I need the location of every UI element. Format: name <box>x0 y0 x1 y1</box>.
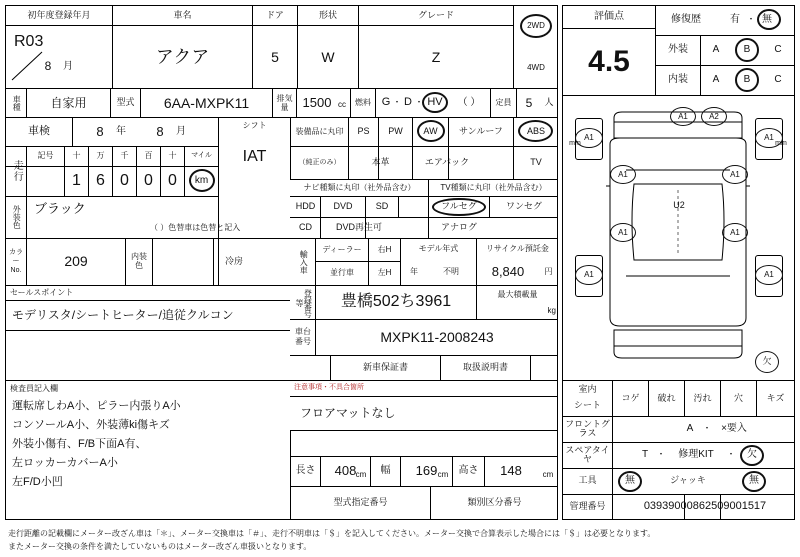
door-label: ドア <box>266 9 284 20</box>
reg-date-label: 初年度登録年月 <box>27 9 91 20</box>
spare-kit: 修理KIT <box>678 448 714 460</box>
mark-a2-hood-right-circle <box>701 107 727 126</box>
int-color-label-2: 色 <box>135 260 143 270</box>
new-warranty-label: 新車保証書 <box>362 362 408 373</box>
reg-month-unit: 月 <box>63 60 73 72</box>
mark-a1-hood-left-circle <box>670 107 696 126</box>
mileage-unit-0: 十 <box>72 150 81 160</box>
mark-a1-fr: A1 <box>764 132 774 142</box>
mileage-mile-label: マイル <box>191 152 212 160</box>
fuel-d: D <box>404 96 412 109</box>
sales-point-value: モデリスタ/シートヒーター/追従クルコン <box>12 308 234 323</box>
fuel-hv: HV <box>427 96 443 109</box>
model-year-unit: 年 <box>410 266 418 276</box>
mark-a1-lower-right: A1 <box>730 227 740 237</box>
int-color-label-1: 内装 <box>131 252 147 262</box>
grade-value: Z <box>431 48 441 65</box>
fuel-dot2: ・ <box>414 97 424 108</box>
mark-a1-rr-circle <box>755 265 783 285</box>
inspector-note-line-0: 運転席しわA小、ピラー内張りA小 <box>12 400 181 413</box>
repair-yes: 有 <box>730 13 740 25</box>
equipment-label-text: 装備品に丸印 <box>295 126 344 136</box>
mark-a1-hood-left: A1 <box>678 111 688 121</box>
reg-year-value: R03 <box>14 32 44 50</box>
mileage-unit-3: 百 <box>144 150 153 160</box>
equip-airbag: エアバック <box>424 156 470 167</box>
ext-color-value: ブラック <box>34 201 86 217</box>
front-glass-a: A <box>686 422 694 434</box>
displacement-label <box>273 90 296 116</box>
displacement-unit: cc <box>338 99 346 109</box>
mark-missing-bottom: 欠 <box>762 356 772 367</box>
interior-b-circle <box>735 68 759 92</box>
capacity-label: 定員 <box>495 97 512 107</box>
jack-value: 無 <box>749 474 759 486</box>
mark-a1-side-left: A1 <box>618 169 628 179</box>
interior-col-ana: 穴 <box>733 392 743 403</box>
color-no-label-1: カラー <box>9 248 23 265</box>
color-no-value: 209 <box>64 253 88 270</box>
mark-a1-fr-circle <box>755 128 783 148</box>
spare-dot2: ・ <box>726 449 736 460</box>
mileage-digit-1: 6 <box>96 171 105 189</box>
max-load-unit: kg <box>547 305 556 315</box>
int-color-label <box>126 239 152 284</box>
drive-2wd-circle <box>520 14 552 38</box>
spare-t: T <box>641 448 649 460</box>
inspector-note-line-4: 左F/D小凹 <box>12 476 63 489</box>
mark-a1-rl: A1 <box>584 269 594 279</box>
recycle-value: 8,840 <box>491 264 525 280</box>
mark-a1-side-right: A1 <box>730 169 740 179</box>
door-value: 5 <box>271 48 279 65</box>
equip-aw-circle <box>417 120 445 142</box>
height-unit: cm <box>542 469 554 479</box>
color-change-note: （ ）色替車は色替と記入 <box>150 223 241 233</box>
interior-panel-title2: シート <box>573 400 601 411</box>
car-name-value: アクア <box>155 46 210 67</box>
front-glass-dot: ・ <box>702 423 712 434</box>
manual-label: 取扱説明書 <box>462 362 508 373</box>
exterior-a: A <box>712 43 720 55</box>
equip-pw: PW <box>388 125 403 136</box>
vehicle-type-label: 車種 <box>12 95 22 111</box>
fuel-label: 燃料 <box>355 97 371 107</box>
recycle-unit: 円 <box>544 266 553 276</box>
repair-no-circle <box>757 9 781 30</box>
width-unit: cm <box>437 469 449 479</box>
mgmt-no-label: 管理番号 <box>569 501 606 512</box>
import-rh: 右H <box>377 244 392 254</box>
front-glass-x: ×要入 <box>721 422 747 434</box>
interior-col-kizu: キズ <box>766 392 785 403</box>
mileage-unit-1: 万 <box>96 150 105 160</box>
interior-panel-title1: 室内 <box>578 384 597 395</box>
navi-dvd: DVD <box>333 201 353 212</box>
reg-slash <box>6 26 112 88</box>
chassis-value: MXPK11-2008243 <box>380 328 494 345</box>
grade-label: グレード <box>417 9 454 20</box>
repair-sep: ・ <box>746 14 756 25</box>
equip-abs-circle <box>518 120 553 142</box>
model-value: 6AA-MXPK11 <box>163 94 250 111</box>
max-load-label: 最大積載量 <box>497 289 538 299</box>
chassis-label-1: 車台 <box>295 327 311 337</box>
recycle-label: リサイクル預託金 <box>486 243 549 253</box>
spare-tire-label: スペアタイヤ <box>565 444 610 464</box>
equip-abs: ABS <box>526 125 545 136</box>
model-year-unknown: 不明 <box>443 266 459 276</box>
repair-history-label: 修復歴 <box>671 13 701 25</box>
interior-col-yogore: 汚れ <box>693 392 712 403</box>
footer-note-line-2: またメーター交換の条件を満たしていないものはメーター改ざん車扱いとなります。 <box>8 542 312 551</box>
equip-sunroof: サンルーフ <box>459 125 503 136</box>
length-unit: cm <box>355 469 367 479</box>
drive-2wd-label: 2WD <box>527 20 545 30</box>
spare-dot: ・ <box>656 449 666 460</box>
interior-col-koge: コゲ <box>621 392 640 403</box>
tool-label: 工具 <box>578 475 597 486</box>
height-value: 148 <box>500 463 522 479</box>
front-glass-label: フロントグラス <box>565 418 610 438</box>
mark-u2-center: U2 <box>673 200 685 211</box>
model-year-label: モデル年式 <box>418 243 459 253</box>
navi-cd: CD <box>299 222 312 233</box>
model-label: 型式 <box>116 97 135 108</box>
diagram-mm-left: mm <box>569 140 581 148</box>
mileage-label: 走行 <box>11 160 23 182</box>
mileage-digit-2: 0 <box>120 171 129 189</box>
mark-a1-side-right-circle <box>722 165 748 184</box>
mark-a1-fl: A1 <box>584 132 594 142</box>
equip-aw: AW <box>423 125 438 136</box>
chassis-label <box>291 320 315 354</box>
chassis-label-2: 番号 <box>295 337 311 346</box>
sales-point-label: セールスポイント <box>10 287 74 297</box>
mark-a2-hood-right: A2 <box>709 111 719 121</box>
rating-score-value: 4.5 <box>588 45 630 79</box>
class-code-label: 類別区分番号 <box>467 497 522 508</box>
ext-color-label: 外装色 <box>12 205 22 229</box>
fuel-paren: （ ） <box>457 96 481 108</box>
mark-a1-rr: A1 <box>764 269 774 279</box>
tv-label: TV種類に丸印（社外品含む） <box>440 182 547 192</box>
mileage-digit-3: 0 <box>144 171 153 189</box>
inspector-notes-label: 検査員記入欄 <box>10 383 58 393</box>
color-no-label <box>6 239 26 284</box>
tv-analog: アナログ <box>440 222 477 233</box>
mark-a1-rl-circle <box>575 265 603 285</box>
mgmt-code-value: 03939000862509001517 <box>643 500 767 513</box>
jack-label: ジャッキ <box>670 475 706 486</box>
equip-ps: PS <box>357 125 370 136</box>
mark-a1-lower-left: A1 <box>618 227 628 237</box>
width-value: 169 <box>415 463 438 479</box>
fuel-dot1: ・ <box>392 97 402 108</box>
tv-fullseg: フルセグ <box>441 201 477 212</box>
interior-col-yabure: 破れ <box>657 392 676 403</box>
navi-hdd: HDD <box>295 201 316 212</box>
exterior-c: C <box>774 43 782 55</box>
mileage-unit-4: 十 <box>168 150 177 160</box>
diagram-mm-right: mm <box>775 140 787 148</box>
exterior-b: B <box>743 43 751 55</box>
repair-no: 無 <box>762 13 772 25</box>
inspector-note-line-1: コンソールA小、外装薄ki傷キズ <box>12 419 170 432</box>
mark-a1-side-left-circle <box>610 165 636 184</box>
tool-value: 無 <box>625 474 635 486</box>
mileage-km-label: km <box>194 174 209 186</box>
drive-4wd-label: 4WD <box>527 62 545 72</box>
type-code-label: 型式指定番号 <box>333 497 388 508</box>
navi-sd: SD <box>375 201 389 212</box>
mileage-unit-2: 千 <box>120 150 129 160</box>
inspector-note-line-3: 左ロッカーカバーA小 <box>12 457 118 470</box>
mileage-digit-0: 1 <box>72 171 81 189</box>
exterior-b-circle <box>735 38 759 62</box>
rating-score-label: 評価点 <box>594 10 624 22</box>
mileage-digit-4: 0 <box>168 171 177 189</box>
car-name-label: 車名 <box>173 9 192 20</box>
equip-leather: 本革 <box>371 156 390 167</box>
width-label: 幅 <box>380 464 391 476</box>
inspector-note-line-2: 外装小傷有、F/B下面A有、 <box>12 438 147 451</box>
mark-a1-fl-circle <box>575 128 603 148</box>
import-dealer: ディーラー <box>322 244 362 254</box>
tv-fullseg-circle <box>432 198 486 216</box>
mark-a1-lower-left-circle <box>610 223 636 242</box>
caution-value: フロアマットなし <box>300 405 396 420</box>
shape-label: 形状 <box>318 9 337 20</box>
fuel-g: G <box>381 96 391 109</box>
length-value: 408 <box>334 463 357 479</box>
exterior-label: 外装 <box>668 43 688 55</box>
tool-value-circle <box>618 471 642 492</box>
spare-none: 欠 <box>747 448 757 460</box>
footer-note-line-1: 走行距離の記載欄にメーター改ざん車は「＊」、メーター交換車は「＃」、走行不明車は「＄」を記入してください。メーター交換で合算表示した場合には「＄」は必要となります。 <box>8 529 656 538</box>
import-lh: 左H <box>377 267 392 277</box>
equip-tv: TV <box>530 156 542 167</box>
height-label: 高さ <box>458 464 479 476</box>
interior-a: A <box>712 73 720 85</box>
interior-c: C <box>774 73 782 85</box>
vehicle-type-value: 自家用 <box>50 95 87 110</box>
reg-month-value: 8 <box>44 58 52 73</box>
capacity-value: 5 <box>525 95 533 110</box>
jack-value-circle <box>742 471 766 492</box>
shape-value: W <box>321 48 335 65</box>
length-label: 長さ <box>295 464 316 476</box>
inspection-year-unit: 年 <box>116 125 126 137</box>
import-parallel: 並行車 <box>330 267 354 277</box>
navi-label: ナビ種類に丸印（社外品含む） <box>303 182 416 192</box>
spare-none-circle <box>740 445 764 466</box>
mileage-km-circle <box>189 169 215 192</box>
mark-missing-bottom-circle <box>755 351 779 373</box>
tv-oneseg: ワンセグ <box>505 201 542 212</box>
mark-a1-lower-right-circle <box>722 223 748 242</box>
import-label: 輸入車 <box>299 249 309 274</box>
inspection-label: 車検 <box>28 125 50 138</box>
capacity-unit: 人 <box>544 97 554 108</box>
inspection-month-unit: 月 <box>176 125 186 137</box>
interior-label: 内装 <box>668 73 688 85</box>
caution-label: 注意事項・不具合箇所 <box>294 384 364 392</box>
equipment-sublabel: （純正のみ） <box>298 158 341 166</box>
inspection-month: 8 <box>156 124 164 140</box>
displacement-label-text: 排気量 <box>276 93 293 112</box>
navi-dvd-play: DVD再生可 <box>335 222 382 233</box>
inspection-year: 8 <box>96 124 104 140</box>
color-no-label-2: No. <box>10 267 22 275</box>
equipment-label <box>291 118 348 145</box>
fuel-hv-circle <box>422 92 448 113</box>
displacement-value: 1500 <box>302 95 332 111</box>
shift-value: IAT <box>242 147 267 165</box>
plate-value: 豊橋502ち3961 <box>340 293 452 311</box>
ac-label: 冷房 <box>224 255 243 266</box>
interior-b: B <box>743 73 751 85</box>
plate-label: 登録番号等 <box>295 288 313 317</box>
mileage-sign-label: 記号 <box>37 150 54 160</box>
shift-label: シフト <box>242 120 267 130</box>
